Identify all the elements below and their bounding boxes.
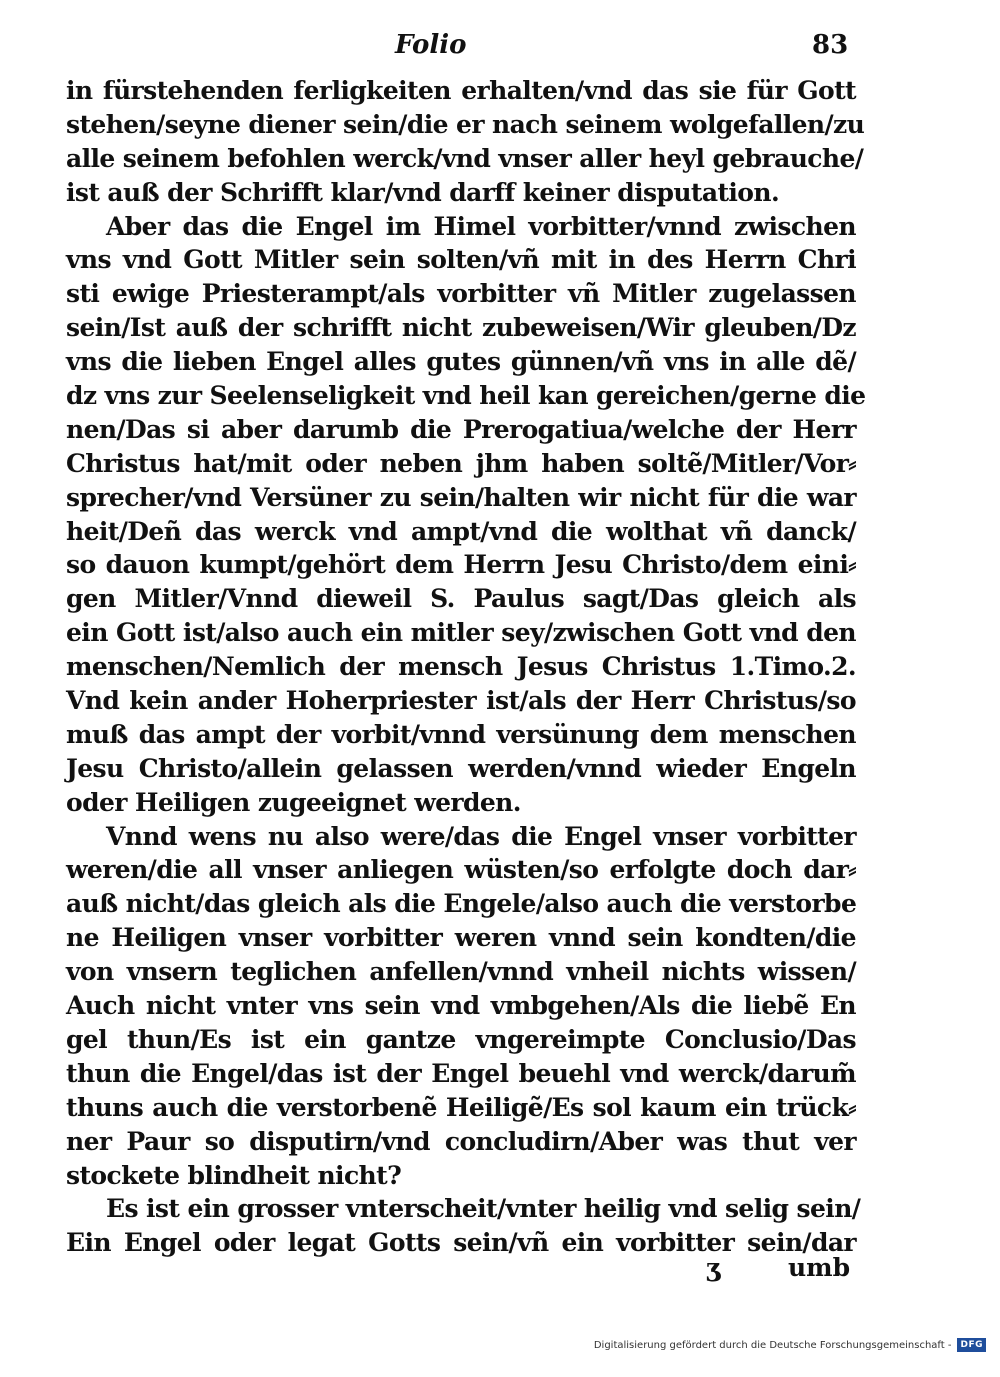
folio-number: 83 xyxy=(812,30,849,60)
text-line: stockete blindheit nicht? xyxy=(66,1160,402,1190)
folio-label: Folio xyxy=(395,30,467,60)
text-line: thun die Engel/das ist der Engel beuehl vnd werck/darum̃ xyxy=(66,1058,856,1088)
text-line: gel thun/Es ist ein gantze vngereimpte Conclusio/Das xyxy=(66,1024,856,1054)
text-line: alle seinem befohlen werck/vnd vnser aller heyl gebrauche/ xyxy=(66,143,864,173)
text-line: oder Heiligen zugeeignet werden. xyxy=(66,787,521,817)
text-line: sprecher/vnd Versüner zu sein/halten wir nicht für die war xyxy=(66,482,856,512)
text-line: stehen/seyne diener sein/die er nach seinem wolgefallen/zu xyxy=(66,109,865,139)
body-text xyxy=(66,74,866,1260)
text-line: ne Heiligen vnser vorbitter weren vnnd sein kondten/die xyxy=(66,923,856,953)
text-line: Jesu Christo/allein gelassen werden/vnnd wieder Engeln xyxy=(66,753,856,783)
text-line: heit/Deñ das werck vnd ampt/vnd die wolthat vñ danck/ xyxy=(66,516,856,546)
text-line: sti ewige Priesterampt/als vorbitter vñ Mitler zugelassen xyxy=(66,279,856,309)
catchword: umb xyxy=(788,1253,851,1282)
text-line: Vnd kein ander Hoherpriester ist/als der Herr Christus/so xyxy=(66,686,856,716)
text-line: menschen/Nemlich der mensch Jesus Christus 1.Timo.2. xyxy=(66,652,856,682)
digitization-credit xyxy=(594,1337,986,1353)
text-line: Vnnd wens nu also were/das die Engel vnser vorbitter xyxy=(106,821,856,851)
text-line: ner Paur so disputirn/vnd concludirn/Aber was thut ver xyxy=(66,1126,856,1156)
text-line: thuns auch die verstorbenẽ Heiligẽ/Es sol kaum ein trück⸗ xyxy=(66,1092,856,1122)
text-line: so dauon kumpt/gehört dem Herrn Jesu Christo/dem eini⸗ xyxy=(66,550,856,580)
text-line: weren/die all vnser anliegen wüsten/so erfolgte doch dar⸗ xyxy=(66,855,856,885)
text-line: ist auß der Schrifft klar/vnd darff keiner disputation. xyxy=(66,177,780,207)
page-header xyxy=(0,30,1000,70)
text-line: muß das ampt der vorbit/vnnd versünung dem menschen xyxy=(66,719,856,749)
text-line: vns vnd Gott Mitler sein solten/vñ mit in des Herrn Chri xyxy=(66,245,856,275)
text-line: Ein Engel oder legat Gotts sein/vñ ein vorbitter sein/dar xyxy=(66,1228,856,1258)
text-line: dz vns zur Seelenseligkeit vnd heil kan gereichen/gerne die xyxy=(66,381,866,411)
text-line: Christus hat/mit oder neben jhm haben soltẽ/Mitler/Vor⸗ xyxy=(66,448,856,478)
text-line: ein Gott ist/also auch ein mitler sey/zwischen Gott vnd den xyxy=(66,618,856,648)
text-line: sein/Ist auß der schrifft nicht zubeweisen/Wir gleuben/Dz xyxy=(66,313,856,343)
text-line: auß nicht/das gleich als die Engele/also auch die verstorbe xyxy=(66,889,857,919)
page-footer xyxy=(0,1253,1000,1293)
text-line: vns die lieben Engel alles gutes günnen/vñ vns in alle dẽ/ xyxy=(66,347,856,377)
text-line: in fürstehenden ferligkeiten erhalten/vnd das sie für Gott xyxy=(66,76,856,105)
text-line: nen/Das si aber darumb die Prerogatiua/welche der Herr xyxy=(66,414,856,444)
text-line: von vnsern teglichen anfellen/vnnd vnheil nichts wissen/ xyxy=(66,957,856,987)
text-line: Auch nicht vnter vns sein vnd vmbgehen/Als die liebẽ En xyxy=(66,991,856,1021)
signature-mark: ʒ xyxy=(706,1253,721,1282)
credit-text: Digitalisierung gefördert durch die Deutsche Forschungsgemeinschaft - xyxy=(593,1339,952,1351)
text-line: Aber das die Engel im Himel vorbitter/vnnd zwischen xyxy=(106,211,856,241)
text-line: Es ist ein grosser vnterscheit/vnter heilig vnd selig sein/ xyxy=(106,1194,861,1224)
text-line: gen Mitler/Vnnd dieweil S. Paulus sagt/Das gleich als xyxy=(66,584,856,614)
dfg-logo-icon: DFG xyxy=(957,1338,986,1352)
